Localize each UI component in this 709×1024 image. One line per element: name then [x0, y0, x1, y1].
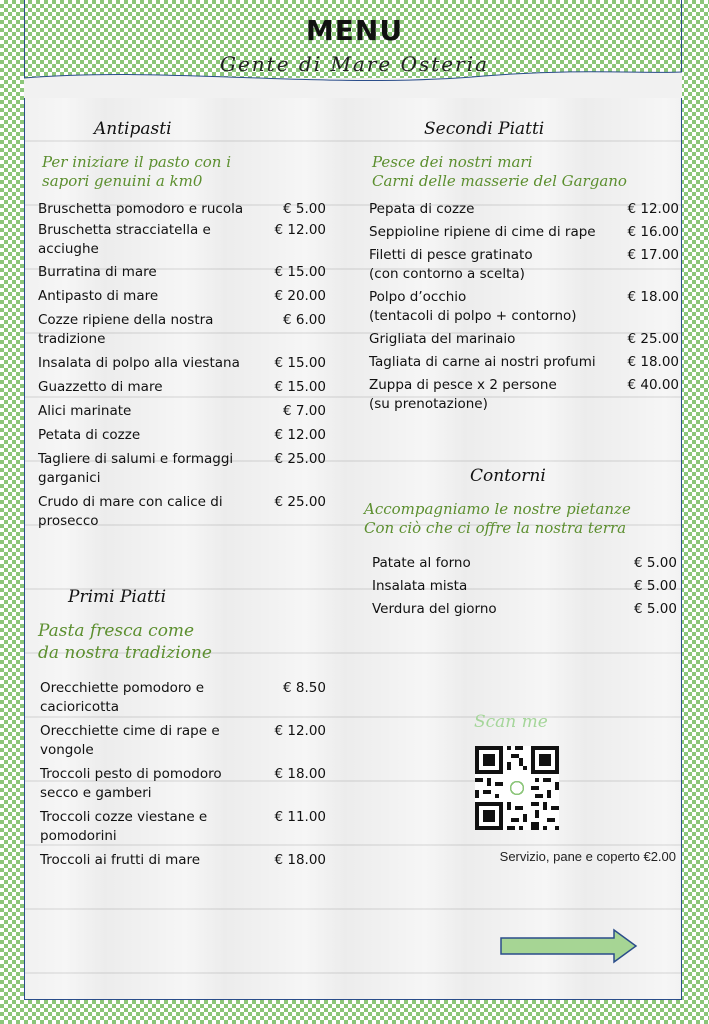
- dish-price: € 6.00: [283, 312, 326, 328]
- dish-name: Tagliata di carne ai nostri profumi: [369, 354, 596, 370]
- dish-price: € 17.00: [627, 247, 679, 263]
- dish-price: € 25.00: [627, 331, 679, 347]
- dish-name: Verdura del giorno: [372, 601, 497, 617]
- secondi-subtitle: Pesce dei nostri mari Carni delle masserie del Gargano: [372, 153, 627, 190]
- dish-price: € 25.00: [274, 494, 326, 510]
- primi-item: [40, 851, 326, 870]
- contorni-title: Contorni: [470, 466, 546, 486]
- antipasti-item: [38, 263, 326, 282]
- primi-item: [40, 765, 326, 803]
- dish-price: € 15.00: [274, 355, 326, 371]
- dish-price: € 12.00: [274, 723, 326, 739]
- secondi-item: [369, 330, 679, 349]
- antipasti-item: [38, 450, 326, 488]
- antipasti-item: [38, 200, 326, 219]
- dish-price: € 5.00: [634, 601, 677, 617]
- secondi-list: [369, 200, 679, 414]
- dish-name: Bruschetta pomodoro e rucola: [38, 201, 244, 217]
- dish-name: Antipasto di mare: [38, 288, 159, 304]
- dish-price: € 12.00: [274, 222, 326, 238]
- dish-price: € 16.00: [627, 224, 679, 240]
- dish-price: € 12.00: [274, 427, 326, 443]
- antipasti-item: [38, 378, 326, 397]
- primi-title: Primi Piatti: [68, 587, 167, 607]
- contorni-item: [372, 577, 677, 596]
- dish-name: Troccoli ai frutti di mare: [40, 852, 201, 868]
- dish-price: € 18.00: [627, 289, 679, 305]
- secondi-item: [369, 246, 679, 284]
- dish-name: Pepata di cozze: [369, 201, 475, 217]
- dish-price: € 5.00: [634, 555, 677, 571]
- dish-name: Burratina di mare: [38, 264, 157, 280]
- dish-name: Insalata mista: [372, 578, 468, 594]
- dish-name: Zuppa di pesce x 2 persone (su prenotazione): [369, 377, 557, 412]
- primi-item: [40, 808, 326, 846]
- dish-price: € 7.00: [283, 403, 326, 419]
- primi-list: [40, 679, 326, 870]
- antipasti-list: [38, 200, 326, 531]
- antipasti-item: [38, 221, 326, 259]
- dish-price: € 18.00: [274, 852, 326, 868]
- antipasti-item: [38, 402, 326, 421]
- contorni-list: [372, 554, 677, 619]
- primi-item: [40, 679, 326, 717]
- dish-name: Guazzetto di mare: [38, 379, 163, 395]
- antipasti-subtitle: Per iniziare il pasto con i sapori genuini a km0: [42, 153, 232, 190]
- dish-price: € 40.00: [627, 377, 679, 393]
- secondi-item: [369, 223, 679, 242]
- dish-name: Orecchiette pomodoro e cacioricotta: [40, 680, 205, 715]
- dish-price: € 15.00: [274, 379, 326, 395]
- secondi-item: [369, 200, 679, 219]
- antipasti-title: Antipasti: [94, 119, 172, 139]
- secondi-item: [369, 353, 679, 372]
- secondi-item: [369, 376, 679, 414]
- restaurant-name: Gente di Mare Osteria: [219, 52, 490, 76]
- secondi-item: [369, 288, 679, 326]
- dish-name: Tagliere di salumi e formaggi garganici: [38, 451, 234, 486]
- dish-price: € 5.00: [634, 578, 677, 594]
- primi-subtitle: Pasta fresca come da nostra tradizione: [38, 621, 212, 663]
- antipasti-item: [38, 311, 326, 349]
- dish-name: Troccoli pesto di pomodoro secco e gamberi: [40, 766, 222, 801]
- dish-name: Polpo d’occhio (tentacoli di polpo + contorno): [369, 289, 577, 324]
- dish-price: € 5.00: [283, 201, 326, 217]
- dish-name: Troccoli cozze viestane e pomodorini: [40, 809, 208, 844]
- dish-name: Crudo di mare con calice di prosecco: [38, 494, 223, 529]
- dish-price: € 20.00: [274, 288, 326, 304]
- contorni-subtitle: Accompagniamo le nostre pietanze Con ciò che ci offre la nostra terra: [364, 500, 631, 537]
- dish-price: € 8.50: [283, 680, 326, 696]
- dish-price: € 25.00: [274, 451, 326, 467]
- dish-name: Seppioline ripiene di cime di rape: [369, 224, 596, 240]
- dish-name: Insalata di polpo alla viestana: [38, 355, 240, 371]
- dish-name: Petata di cozze: [38, 427, 141, 443]
- dish-price: € 12.00: [627, 201, 679, 217]
- service-charge-note: Servizio, pane e coperto €2.00: [499, 849, 676, 864]
- dish-name: Patate al forno: [372, 555, 471, 571]
- contorni-item: [372, 600, 677, 619]
- menu-title: MENU: [305, 14, 404, 47]
- antipasti-item: [38, 354, 326, 373]
- antipasti-item: [38, 426, 326, 445]
- primi-item: [40, 722, 326, 760]
- secondi-title: Secondi Piatti: [424, 119, 545, 139]
- antipasti-item: [38, 287, 326, 306]
- qr-code-icon[interactable]: [475, 746, 559, 830]
- dish-name: Bruschetta stracciatella e acciughe: [38, 222, 211, 257]
- antipasti-item: [38, 493, 326, 531]
- dish-price: € 15.00: [274, 264, 326, 280]
- dish-name: Orecchiette cime di rape e vongole: [40, 723, 220, 758]
- dish-price: € 18.00: [274, 766, 326, 782]
- contorni-item: [372, 554, 677, 573]
- dish-price: € 11.00: [274, 809, 326, 825]
- arrow-right-icon[interactable]: [500, 928, 638, 964]
- dish-name: Filetti di pesce gratinato (con contorno a scelta): [369, 247, 533, 282]
- dish-name: Alici marinate: [38, 403, 132, 419]
- dish-price: € 18.00: [627, 354, 679, 370]
- dish-name: Grigliata del marinaio: [369, 331, 516, 347]
- scan-me-label: Scan me: [474, 712, 548, 732]
- dish-name: Cozze ripiene della nostra tradizione: [38, 312, 214, 347]
